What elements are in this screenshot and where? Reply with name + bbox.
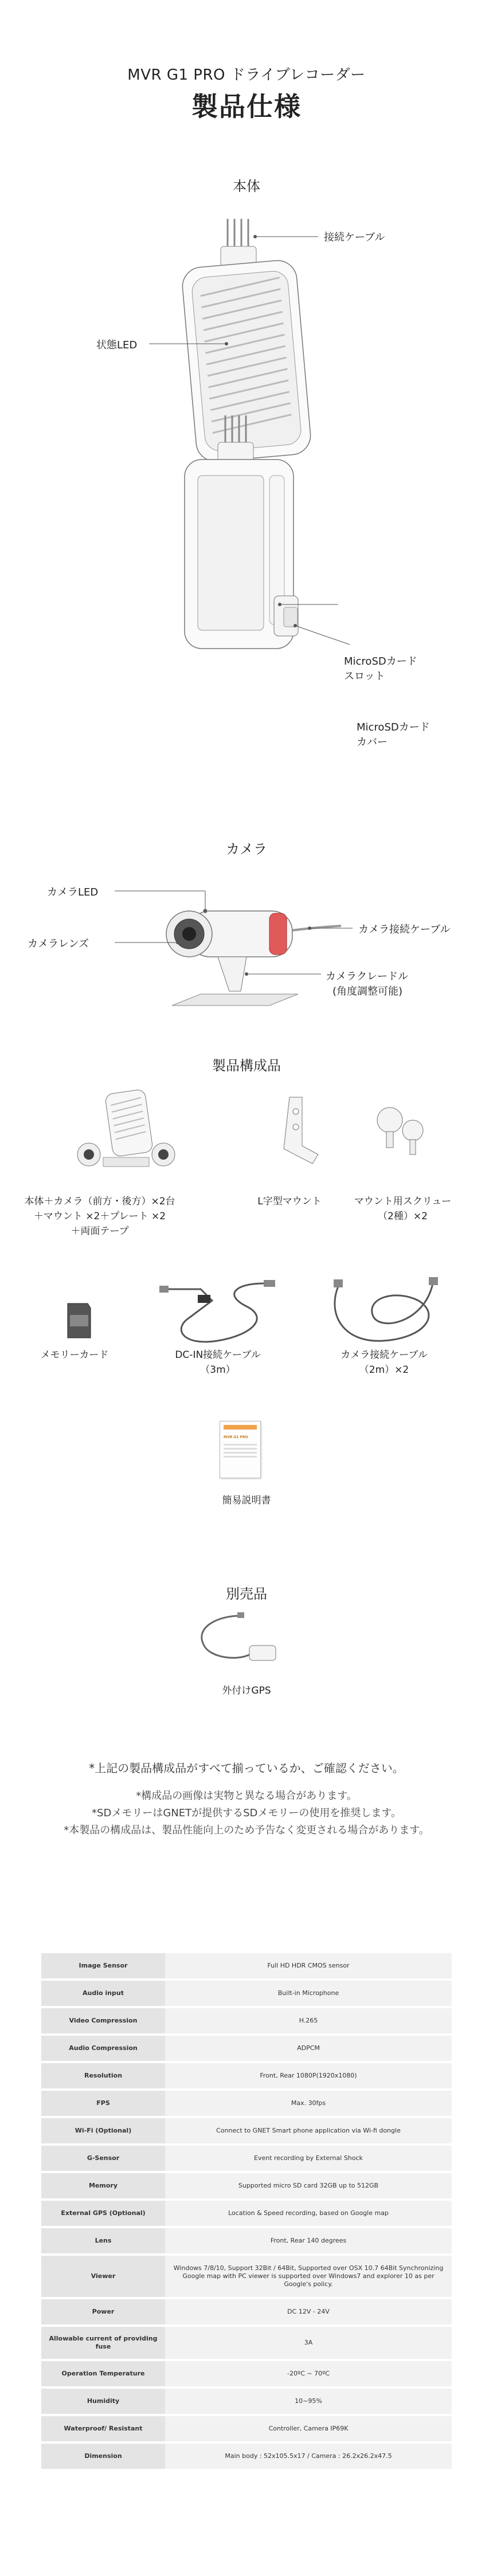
item-memory-card: メモリーカード: [40, 1349, 109, 1361]
item-l-mount: L字型マウント: [257, 1196, 322, 1207]
label-sd-cover-2: カバー: [357, 736, 388, 748]
spec-key: Audio Compression: [41, 2036, 165, 2061]
spec-key: Dimension: [41, 2444, 165, 2469]
label-connect-cable: 接続ケーブル: [324, 231, 385, 244]
item-screws-2: （2種）×2: [378, 1211, 428, 1222]
label-camera-led: カメラLED: [47, 886, 99, 898]
spec-key: Power: [41, 2299, 165, 2324]
item-gps: 外付けGPS: [222, 1685, 271, 1697]
note-line-1: *上記の製品構成品がすべて揃っているか、ご確認ください。: [89, 1761, 404, 1775]
item-main-set-1: 本体＋カメラ（前方・後方）×2台: [24, 1196, 175, 1207]
label-sd-cover-1: MicroSDカード: [357, 721, 430, 733]
manual-illustration: [220, 1421, 261, 1478]
camera-section-title: カメラ: [226, 841, 267, 857]
note-line-2: *構成品の画像は実物と異なる場合があります。: [136, 1790, 357, 1802]
spec-value: DC 12V - 24V: [165, 2299, 452, 2324]
spec-row: [41, 2091, 452, 2116]
note-line-3: *SDメモリーはGNETが提供するSDメモリーの使用を推奨します。: [92, 1807, 401, 1819]
spec-key: Memory: [41, 2173, 165, 2198]
dcin-cable-illustration: [155, 1266, 281, 1358]
spec-row: [41, 2361, 452, 2386]
spec-table-body: [41, 1953, 452, 2469]
item-camera-cable-1: カメラ接続ケーブル: [341, 1349, 428, 1361]
gps-illustration: [183, 1610, 298, 1673]
spec-value: 3A: [165, 2327, 452, 2359]
label-camera-lens: カメラレンズ: [28, 938, 89, 950]
spec-row: [41, 2036, 452, 2061]
spec-value: -20ºC ~ 70ºC: [165, 2361, 452, 2386]
spec-value: Full HD HDR CMOS sensor: [165, 1953, 452, 1978]
manual-logo-text: MVR G1 PRO: [224, 1435, 248, 1439]
spec-key: Operation Temperature: [41, 2361, 165, 2386]
spec-key: Waterproof/ Resistant: [41, 2416, 165, 2441]
spec-value: Front, Rear 1080P(1920x1080): [165, 2063, 452, 2088]
item-main-set-2: ＋マウント ×2＋プレート ×2: [33, 1211, 166, 1222]
spec-value: Max. 30fps: [165, 2091, 452, 2116]
spec-value: Event recording by External Shock: [165, 2146, 452, 2171]
spec-value: Windows 7/8/10, Support 32Bit / 64Bit, Supported over OSX 10.7 64Bit Synchronizing Google map with PC viewer is supported over Windows7 and explorer 10 as per Google's policy.: [165, 2256, 452, 2297]
spec-value: Location & Speed recording, based on Google map: [165, 2201, 452, 2226]
spec-value: Supported micro SD card 32GB up to 512GB: [165, 2173, 452, 2198]
spec-row: [41, 2118, 452, 2143]
spec-value: Built-in Microphone: [165, 1981, 452, 2006]
manual-logo-bar: [224, 1425, 257, 1430]
spec-value: Controller, Camera IP69K: [165, 2416, 452, 2441]
label-camera-cradle-1: カメラクレードル: [326, 971, 408, 983]
spec-row: [41, 2389, 452, 2414]
spec-value: 10~95%: [165, 2389, 452, 2414]
label-camera-cradle-2: (角度調整可能): [332, 985, 403, 998]
page-title: 製品仕様: [191, 91, 302, 122]
spec-row: [41, 2327, 452, 2359]
spec-row: [41, 2063, 452, 2088]
spec-row: [41, 2228, 452, 2253]
item-dcin-cable-2: （3m）: [200, 1364, 236, 1376]
spec-key: Audio input: [41, 1981, 165, 2006]
note-line-4: *本製品の構成品は、製品性能向上のため予告なく変更される場合があります。: [64, 1824, 429, 1836]
item-main-set-3: ＋両面テープ: [71, 1226, 129, 1237]
label-sd-slot-2: スロット: [344, 670, 385, 682]
label-status-led: 状態LED: [96, 339, 138, 351]
body-section-title: 本体: [233, 178, 260, 194]
spec-row: [41, 2146, 452, 2171]
spec-row: [41, 2299, 452, 2324]
spec-key: Allowable current of providing fuse: [41, 2327, 165, 2359]
spec-key: Video Compression: [41, 2008, 165, 2033]
spec-row: [41, 2201, 452, 2226]
spec-value: Main body : 52x105.5x17 / Camera : 26.2x26.2x47.5: [165, 2444, 452, 2469]
item-dcin-cable-1: DC-IN接続ケーブル: [175, 1349, 261, 1361]
spec-key: Wi-Fi (Optional): [41, 2118, 165, 2143]
contents-section-title: 製品構成品: [212, 1058, 281, 1074]
spec-key: Lens: [41, 2228, 165, 2253]
spec-row: [41, 2008, 452, 2033]
spec-row: [41, 2416, 452, 2441]
memory-card-illustration: [56, 1298, 102, 1344]
spec-value: Front, Rear 140 degrees: [165, 2228, 452, 2253]
spec-row: [41, 1981, 452, 2006]
label-camera-cable: カメラ接続ケーブル: [358, 924, 451, 936]
spec-value: Connect to GNET Smart phone application via Wi-fi dongle: [165, 2118, 452, 2143]
spec-table: [41, 1951, 452, 2471]
item-screws-1: マウント用スクリュー: [354, 1196, 452, 1207]
spec-key: Humidity: [41, 2389, 165, 2414]
spec-row: [41, 1953, 452, 1978]
body-back-illustration: [0, 413, 493, 699]
item-manual: 簡易説明書: [222, 1495, 271, 1506]
spec-row: [41, 2444, 452, 2469]
l-mount-illustration: [261, 1091, 330, 1172]
spec-row: [41, 2256, 452, 2297]
spec-key: FPS: [41, 2091, 165, 2116]
screws-illustration: [367, 1097, 436, 1166]
spec-key: Viewer: [41, 2256, 165, 2297]
optional-section-title: 別売品: [226, 1586, 267, 1602]
spec-row: [41, 2173, 452, 2198]
main-set-illustration: [63, 1086, 189, 1172]
spec-key: Resolution: [41, 2063, 165, 2088]
label-sd-slot-1: MicroSDカード: [344, 655, 417, 667]
spec-key: Image Sensor: [41, 1953, 165, 1978]
item-camera-cable-2: （2m）×2: [359, 1364, 409, 1376]
spec-value: H.265: [165, 2008, 452, 2033]
spec-key: G-Sensor: [41, 2146, 165, 2171]
spec-key: External GPS (Optional): [41, 2201, 165, 2226]
header-subtitle: MVR G1 PRO ドライブレコーダー: [127, 66, 366, 84]
spec-value: ADPCM: [165, 2036, 452, 2061]
